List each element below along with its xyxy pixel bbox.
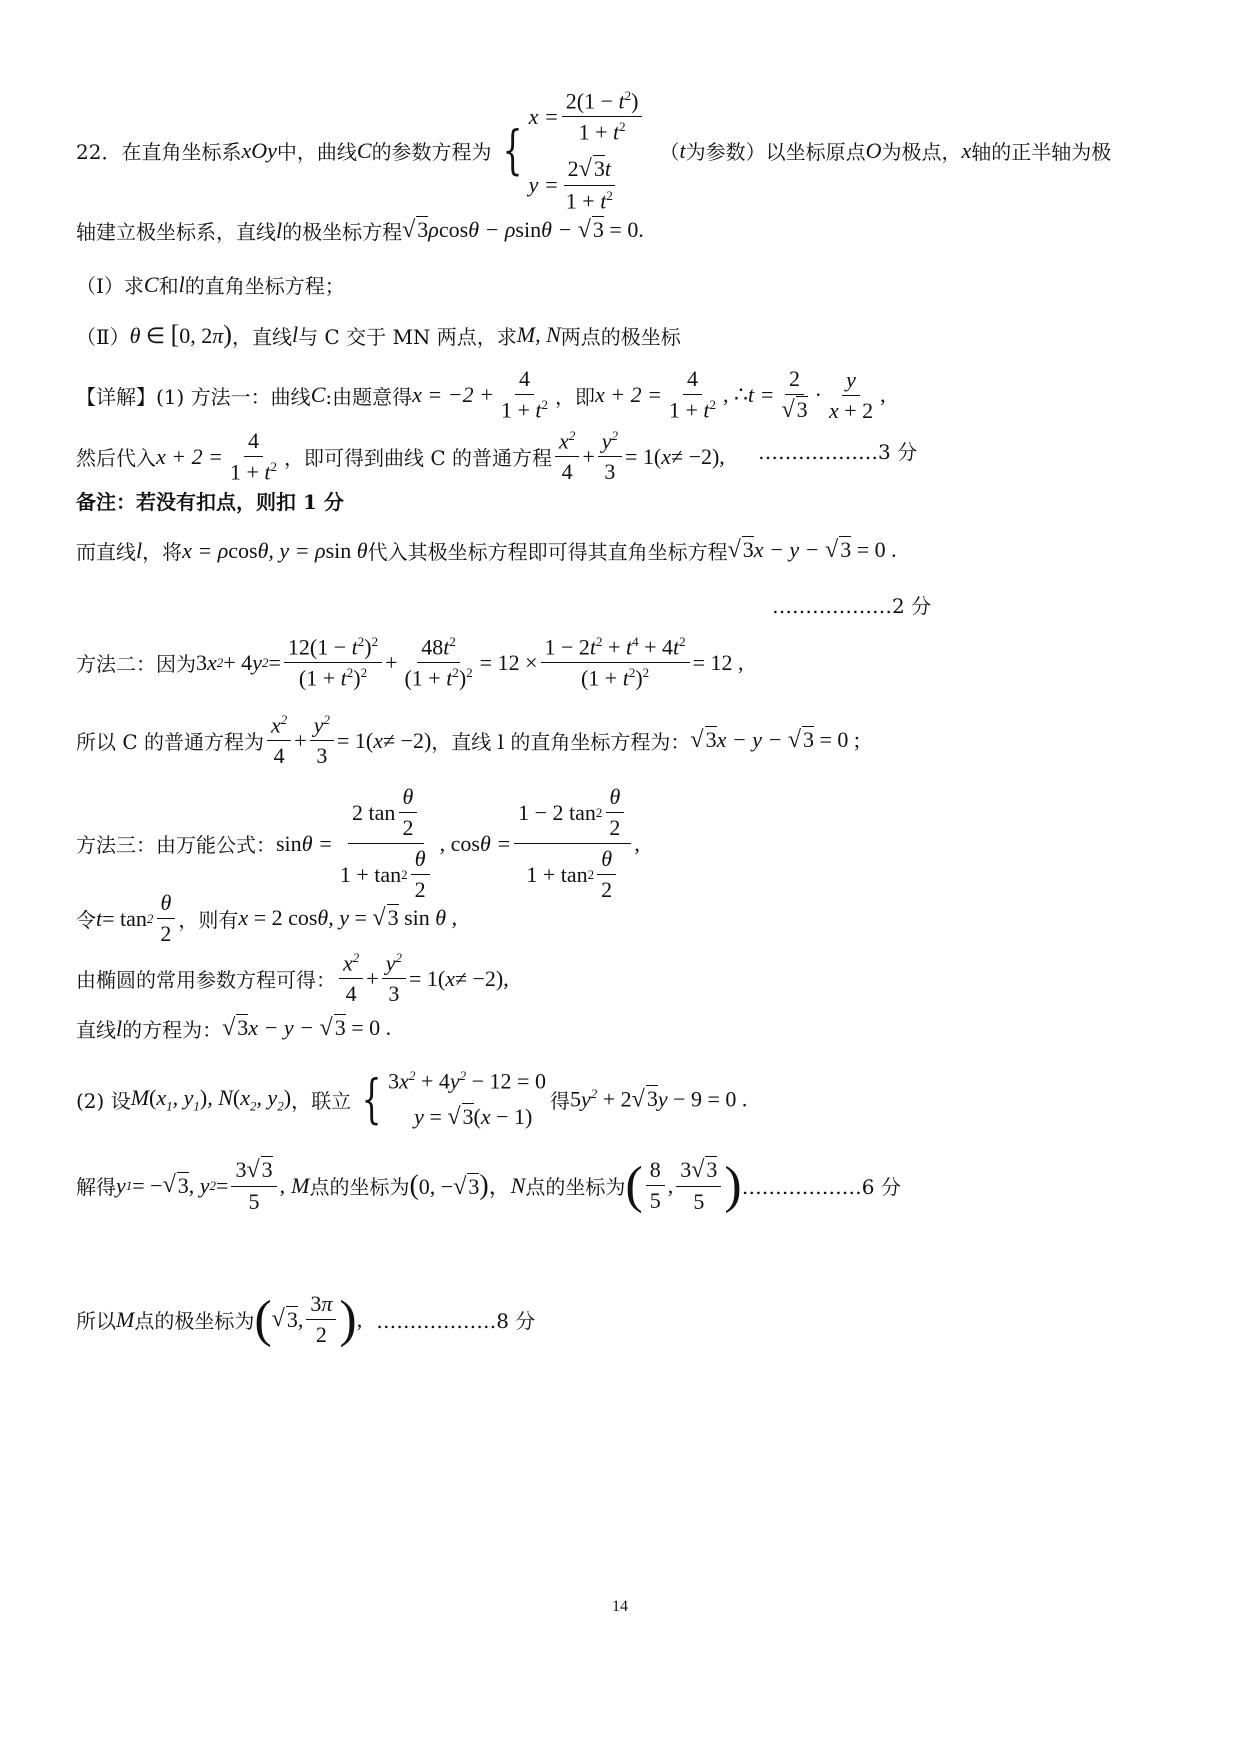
- line-l-c: 代入其极坐标方程即可得其直角坐标方程: [367, 540, 728, 564]
- sol-part2-b: ，联立: [291, 1089, 352, 1114]
- problem-text-mid2: 的参数方程为: [371, 140, 492, 165]
- problem-line-2: [76, 216, 644, 245]
- method2-result-b: ，直线 l 的直角坐标方程为：: [431, 730, 691, 755]
- math-n: N: [510, 1172, 526, 1198]
- substitute-a: 然后代入: [76, 446, 156, 471]
- page-number: 14: [612, 1598, 628, 1615]
- score-3: ………………3 分: [758, 440, 918, 464]
- param-note-text: 为参数）以坐标原点: [685, 140, 866, 165]
- polar-b: 点的极坐标为: [134, 1309, 255, 1333]
- eq-ellipse-2: $\frac{x^2}{4}$ + $\frac{y^2}{3}$ = 1( x ≠ −2): [264, 712, 431, 769]
- let-b: ，则有: [178, 908, 239, 932]
- problem-line-1: 22．在直角坐标系 xOy 中，曲线 C 的参数方程为 { x = $\frac{2(1 - t^2)}{1 + t^2}$ y = $\frac{2√3t}{1 + t^2}$ （ t 为参数）以坐标原点 O 为极点， x 轴的正半轴为极: [76, 88, 1112, 213]
- line-l-a: 而直线: [76, 540, 136, 564]
- solution-method-3: [76, 784, 640, 903]
- solve-b: 点的坐标为: [309, 1175, 410, 1199]
- sol-part2-c: 得: [549, 1089, 570, 1114]
- math-m-2: M: [116, 1306, 135, 1332]
- problem-part-2: [76, 320, 681, 350]
- method3-a: 方法三：由万能公式：: [76, 833, 276, 857]
- eq-x-plus-2: x + 2 = $\frac{4}{1 + t^2}$ , ∴ t = $\frac{2}{√3}$ · $\frac{y}{x + 2}$ ,: [594, 366, 886, 423]
- solution-solve: [76, 1156, 901, 1215]
- polar-a: 所以: [76, 1309, 116, 1333]
- eq-ellipse-1: $\frac{x^2}{4}$ + $\frac{y^2}{3}$ = 1( x ≠ −2),: [552, 428, 725, 485]
- part2-a: （Ⅱ）: [76, 324, 130, 349]
- math-t: t: [679, 137, 686, 163]
- solve-c: 点的坐标为: [525, 1175, 626, 1199]
- theta-range: θ ∈ [0, 2π): [129, 320, 232, 349]
- m-point: (0, −√3)，: [409, 1169, 511, 1201]
- math-l-2: l: [178, 271, 185, 297]
- math-o: O: [865, 137, 882, 163]
- math-c-3: C: [310, 382, 326, 407]
- math-x: x: [961, 137, 972, 163]
- math-l-3: l: [291, 322, 299, 347]
- math-l-4: l: [136, 537, 143, 563]
- solution-polar: [76, 1290, 535, 1349]
- line-l-b: ，将: [142, 540, 183, 564]
- solve-a: 解得: [76, 1175, 116, 1199]
- method2-a: 方法二：因为: [76, 652, 196, 677]
- eq-method2: 3 x 2 + 4 y 2 = $\frac{12(1 - t^2)^2}{(1 + t^2)^2}$ + $\frac{48t^2}{(1 + t^2)^2}$ = 12 × $\frac{1 - 2t^2 + t^4 + 4t^2}{(1 + t^2)^2}$ = 12 ,: [196, 634, 744, 691]
- solution-part-2: [76, 1068, 747, 1131]
- method1-c: ，即: [554, 384, 595, 409]
- eq-ellipse-3: $\frac{x^2}{4}$ + $\frac{y^2}{3}$ = 1( x ≠ −2),: [336, 950, 509, 1007]
- eq-x-t: x = −2 + $\frac{4}{1 + t^2}$: [412, 366, 548, 423]
- problem-part-1: [76, 270, 345, 299]
- solution-let: [76, 890, 457, 947]
- substitute-b: ，即可得到曲线 C 的普通方程: [284, 446, 553, 471]
- eq-universal: sin θ = 2 tan $\frac{\theta}{2}$ 1 + tan 2 $\frac{\theta}{2}$ , cos θ = 1 − 2 tan 2 $\frac{\theta}{2}$ 1 + tan 2 $\frac{\theta}{2}$ ,: [276, 784, 640, 902]
- eq-let-t: t = tan 2 $\frac{\theta}{2}$: [96, 890, 178, 947]
- math-c-2: C: [143, 271, 159, 297]
- eq-polar-convert: x = ρcosθ, y = ρsin θ: [182, 537, 368, 563]
- detail-label: 【详解】: [76, 384, 156, 409]
- note-line: 备注：若没有扣点，则扣 1 分: [76, 490, 344, 514]
- line-eq-b: 的方程为：: [122, 1018, 223, 1042]
- param-note-text-2: 为极点，: [881, 140, 962, 165]
- math-c: C: [356, 137, 372, 163]
- part2-b: ，直线: [231, 324, 292, 349]
- part1-c: 的直角坐标方程；: [184, 274, 345, 298]
- problem-text-mid: 中，曲线: [276, 140, 357, 165]
- n-point: ( $\frac{8}{5}$ , $\frac{3√3}{5}$ ): [625, 1156, 742, 1214]
- solution-ellipse: [76, 950, 509, 1007]
- problem-line2-b: 的极坐标方程: [282, 220, 403, 244]
- solution-line-eq: [76, 1014, 391, 1043]
- solution-line-2: [76, 428, 725, 485]
- let-a: 令: [76, 908, 96, 932]
- part2-c: 与 C 交于 MN 两点，求: [298, 324, 517, 349]
- line-eq-a: 直线: [76, 1018, 116, 1042]
- math-l-5: l: [116, 1015, 123, 1041]
- solution-line-1: [76, 366, 886, 424]
- eq-points: $M(x_1$, $y_1$), $N(x_2$, $y_2$): [130, 1084, 292, 1114]
- math-xoy: xOy: [241, 137, 277, 163]
- eq-line-cartesian: √3x − y − √3 = 0 .: [727, 537, 897, 563]
- sol-part2-a: (2) 设: [76, 1089, 131, 1114]
- solution-method-2: [76, 634, 744, 692]
- eq-line-3: √3x − y − √3 = 0 .: [222, 1015, 392, 1041]
- math-l: l: [276, 217, 283, 243]
- eq-line-2: √3x − y − √3 = 0 ;: [690, 727, 861, 754]
- joint-system: { $3x^2 + 4y^2 - 12 = 0$ y = √3(x − 1): [361, 1068, 546, 1131]
- m-polar: ( √ 3 , $\frac{3\pi}{2}$ ) ,: [254, 1291, 363, 1348]
- solution-method-2-result: [76, 712, 860, 769]
- part1-a: （Ⅰ）求: [76, 274, 144, 298]
- method2-result-a: 所以 C 的普通方程为: [76, 730, 265, 755]
- method1-b: :由题意得: [325, 384, 413, 409]
- eq-substitute: x + 2 = $\frac{4}{1 + t^2}$: [156, 428, 278, 485]
- math-m: M: [291, 1172, 310, 1198]
- solution-line-3: [76, 536, 897, 565]
- problem-number-text: 22．在直角坐标系: [76, 140, 242, 165]
- eq-roots: y 1 = − √ 3 , y 2 = $\frac{3√3}{5}$ ,: [116, 1156, 286, 1214]
- ellipse-a: 由椭圆的常用参数方程可得：: [76, 968, 336, 993]
- score-2: ………………2 分: [772, 594, 932, 618]
- score-6: ………………6 分: [741, 1175, 901, 1199]
- param-equation-system: { x = $\frac{2(1 - t^2)}{1 + t^2}$ y = $\frac{2√3t}{1 + t^2}$: [496, 88, 646, 214]
- part1-b: 和: [158, 274, 179, 298]
- method1-a: (1) 方法一：曲线: [156, 384, 311, 409]
- param-note-text-3: 轴的正半轴为极: [971, 140, 1112, 165]
- eq-quadratic: $5y^2 + 2√3y - 9 = 0$ .: [569, 1086, 748, 1113]
- math-mn: M, N: [516, 322, 561, 347]
- polar-equation: √3ρcosθ − ρsinθ − √3 = 0.: [402, 217, 644, 243]
- score-8: ………………8 分: [376, 1309, 536, 1333]
- part2-d: 两点的极坐标: [560, 324, 681, 349]
- eq-param-trig: x = 2 cosθ, y = √3 sin θ ,: [238, 905, 458, 931]
- problem-line2-a: 轴建立极坐标系，直线: [76, 220, 276, 244]
